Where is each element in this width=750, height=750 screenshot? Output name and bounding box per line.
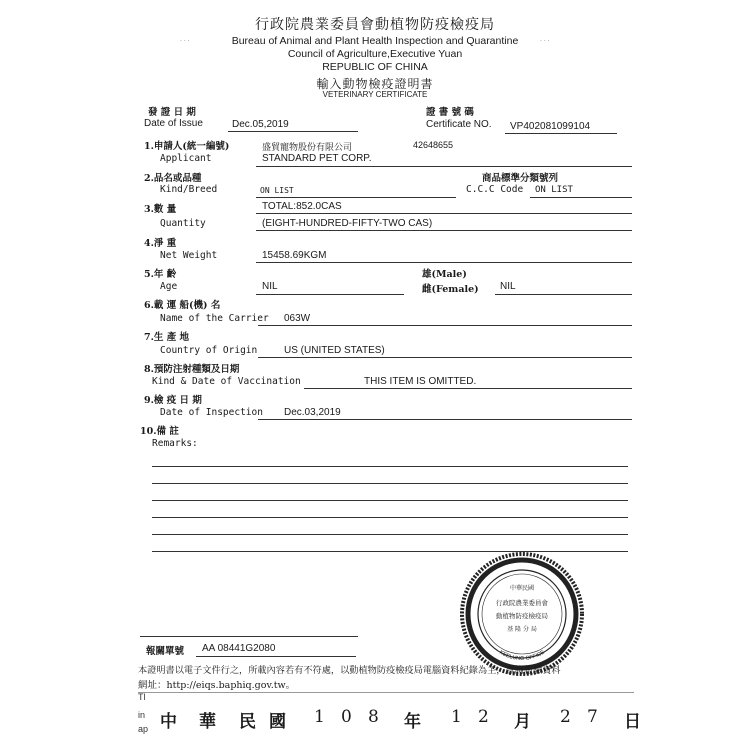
remarks-line [152,500,628,501]
edge-text: Tl [138,692,146,702]
quantity-label-en: Quantity [160,218,206,229]
applicant-label-en: Applicant [160,153,212,164]
quantity-total: TOTAL:852.0CAS [262,201,342,212]
scan-noise: · · · [180,38,190,45]
vaccination-underline [304,388,632,389]
quantity-underline-1 [256,213,632,214]
date-char: 8 [368,707,379,727]
remarks-line [152,517,628,518]
agency-name-en: Bureau of Animal and Plant Health Inspection and Quarantine [231,35,519,47]
date-char: 民 [239,712,256,732]
date-char: 2 [560,707,571,727]
quantity-underline-2 [256,230,632,231]
report-no-value: AA 08441G2080 [202,643,276,654]
remarks-line [152,534,628,535]
kind-label-en: Kind/Breed [160,184,218,195]
applicant-name-cn: 盛貿寵物股份有限公司 [262,143,353,153]
edge-text: in [138,710,146,720]
date-char: 0 [341,707,352,727]
weight-label-en: Net Weight [160,250,218,261]
date-char: 1 [314,707,325,727]
inspection-underline [258,419,632,420]
applicant-label-cn: 1.申請人(統一編號) [144,141,230,152]
origin-underline [258,357,632,358]
applicant-name-en: STANDARD PET CORP. [262,153,372,164]
date-char: 1 [451,707,462,727]
seal-text-line3: 動植物防疫檢疫局 [496,612,548,620]
seal-ring-text: KEELUNG OFFICE [498,649,546,663]
origin-label-cn: 7.生 產 地 [144,332,190,343]
date-char: 2 [478,707,489,727]
ccc-underline [530,197,632,198]
remarks-line [152,483,628,484]
sex-underline [495,294,632,295]
issue-date-underline [228,131,358,132]
age-label-cn: 5.年 齡 [144,269,177,280]
cert-no-value: VP402081099104 [510,121,591,132]
origin-label-en: Country of Origin [160,345,258,356]
weight-label-cn: 4.淨 重 [144,238,177,249]
seal-text-line4: 基 隆 分 局 [507,626,537,633]
remarks-label-cn: 10.備 註 [140,426,179,437]
age-value: NIL [262,281,278,292]
date-char: 中 [160,712,177,732]
e-document-notice: 本證明書以電子文件行之，所載內容若有不符處，以動植物防疫檢疫局電腦資料紀錄為主，查詢報驗資料 [138,665,561,676]
country-name-en: REPUBLIC OF CHINA [322,61,428,73]
quantity-label-cn: 3.數 量 [144,204,177,215]
date-char: 華 [199,712,216,732]
document-title-en: VETERINARY CERTIFICATE [322,90,428,99]
report-no-label: 報關單號 [146,646,185,657]
quantity-words: (EIGHT-HUNDRED-FIFTY-TWO CAS) [262,218,433,229]
applicant-id: 42648655 [413,140,454,150]
inspection-label-en: Date of Inspection [160,407,263,418]
applicant-underline [256,166,632,167]
scan-noise: · · · [540,38,550,45]
age-label-en: Age [160,281,178,292]
seal-text-line1: 中華民國 [509,585,535,592]
date-char: 國 [269,712,286,732]
date-char: 7 [587,707,598,727]
date-char: 年 [404,712,421,732]
kind-label-cn: 2.品名或品種 [144,173,202,184]
weight-underline [256,262,632,263]
age-underline [256,294,404,295]
seal-text-line2: 行政院農業委員會 [496,599,548,607]
ccc-label-cn: 商品標準分類號列 [482,173,559,184]
carrier-underline [258,325,632,326]
origin-value: US (UNITED STATES) [284,345,385,356]
council-name-en: Council of Agriculture,Executive Yuan [287,48,463,60]
kind-underline [256,197,456,198]
edge-text: ap [138,724,149,734]
vaccination-label-en: Kind & Date of Vaccination [152,376,301,387]
issue-date-label-cn: 發 證 日 期 [148,107,196,118]
cert-no-underline [505,133,617,134]
carrier-value: 063W [284,313,311,324]
vaccination-value: THIS ITEM IS OMITTED. [364,376,477,387]
notice-rule [138,692,634,693]
report-no-overline [140,636,358,637]
official-seal [460,552,584,676]
date-char: 日 [624,712,641,732]
male-label: 雄(Male) [422,269,467,280]
ccc-label-en: C.C.C Code [466,184,524,195]
vaccination-label-cn: 8.預防注射種類及日期 [144,364,240,375]
document-title-cn: 輸入動物檢疫證明書 [316,77,434,91]
date-char: 月 [514,712,531,732]
remarks-line [152,466,628,467]
sex-value: NIL [500,281,516,292]
cert-no-label-cn: 證 書 號 碼 [426,107,474,118]
ccc-value: ON LIST [535,185,573,195]
remarks-label-en: Remarks: [152,438,198,449]
issue-date-footer [0,707,750,731]
cert-no-label-en: Certificate NO. [426,119,492,130]
kind-value: ON LIST [260,186,294,195]
query-url: 網址：http://eiqs.baphiq.gov.tw。 [138,680,296,691]
female-label: 雌(Female) [422,284,479,295]
inspection-value: Dec.03,2019 [284,407,341,418]
carrier-label-cn: 6.載 運 船(機) 名 [144,300,221,311]
issue-date-label-en: Date of Issue [144,118,203,129]
issue-date-value: Dec.05,2019 [232,119,289,130]
carrier-label-en: Name of the Carrier [160,313,269,324]
inspection-label-cn: 9.檢 疫 日 期 [144,395,202,406]
weight-value: 15458.69KGM [262,250,327,261]
agency-name-cn: 行政院農業委員會動植物防疫檢疫局 [255,17,495,33]
report-no-underline [196,656,356,657]
